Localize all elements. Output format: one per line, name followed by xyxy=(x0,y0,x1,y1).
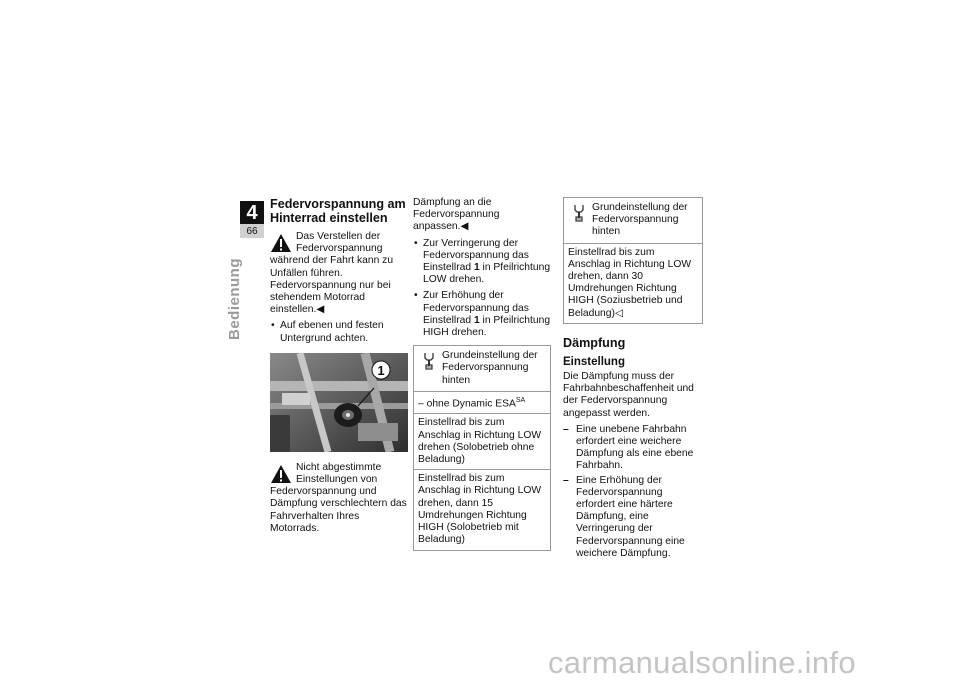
intro-text: Dämpfung an die Federvorspannung anpassen.◀ xyxy=(413,197,500,233)
spec-box-header xyxy=(564,198,702,244)
chapter-tab xyxy=(240,201,264,225)
chapter-number: 4 xyxy=(246,201,258,224)
list-item: • Zur Erhöhung der Federvorspannung das Einstellrad 1 in Pfeilrichtung HIGH drehen. xyxy=(413,290,551,339)
spec-box-header xyxy=(414,346,550,392)
column-middle xyxy=(413,197,551,555)
spec-box-title: Grundeinstellung der Federvorspannung hinten xyxy=(592,202,688,238)
warning-text: Nicht abgestimmte Einstellungen von Federvorspannung und Dämpfung verschlechtern das Fahrverhalten Ihres Motorrads. xyxy=(270,461,407,534)
warning-icon xyxy=(270,464,292,484)
list-item: • Auf ebenen und festen Untergrund achten. xyxy=(270,320,408,344)
spec-row: Einstellrad bis zum Anschlag in Richtung LOW drehen, dann 15 Umdrehungen Richtung HIGH (Solobetrieb mit Beladung) xyxy=(418,473,542,546)
spec-row: – ohne Dynamic $ESA^{SA}$ xyxy=(414,392,550,415)
shock-absorber-photo xyxy=(270,353,408,452)
photo-callout-1: 1 xyxy=(377,362,385,378)
column-right xyxy=(563,197,703,562)
section-heading: Dämpfung xyxy=(563,335,626,350)
warning-block xyxy=(270,462,408,535)
column-left xyxy=(270,197,408,539)
warning-icon xyxy=(270,233,292,253)
spec-row: Einstellrad bis zum Anschlag in Richtung LOW drehen, dann 30 Umdrehungen Richtung HIGH (Soziusbetrieb und Beladung)◁ xyxy=(568,246,692,319)
section-heading: Federvorspannung am Hinterrad einstellen xyxy=(270,197,406,225)
tool-icon xyxy=(422,352,436,370)
tool-icon xyxy=(572,204,586,222)
body-text: Die Dämpfung muss der Fahrbahnbeschaffenheit und der Federvorspannung angepasst werden. xyxy=(563,371,694,419)
section-label: Bedienung xyxy=(226,258,243,340)
spec-row: Einstellrad bis zum Anschlag in Richtung LOW drehen (Solobetrieb ohne Beladung) xyxy=(414,414,550,470)
warning-block xyxy=(270,231,408,316)
spec-box xyxy=(413,345,551,550)
list-item: – Eine unebene Fahrbahn erfordert eine weichere Dämpfung als eine ebene Fahrbahn. xyxy=(563,424,703,473)
subsection-heading: Einstellung xyxy=(563,355,625,368)
page-number: 66 xyxy=(240,224,264,238)
warning-text: Das Verstellen der Federvorspannung während der Fahrt kann zu Unfällen führen. Federvorspannung nur bei stehendem Motorrad einstellen.◀ xyxy=(270,231,394,316)
spec-box-title: Grundeinstellung der Federvorspannung hinten xyxy=(442,350,538,386)
spec-box xyxy=(563,197,703,324)
list-item: • Zur Verringerung der Federvorspannung das Einstellrad 1 in Pfeilrichtung LOW drehen. xyxy=(413,238,551,287)
watermark: carmanualsonline.info xyxy=(548,645,856,680)
list-item: – Eine Erhöhung der Federvorspannung erfordert eine härtere Dämpfung, eine Verringerung der Federvorspannung eine weichere Dämpfung. xyxy=(563,475,703,560)
